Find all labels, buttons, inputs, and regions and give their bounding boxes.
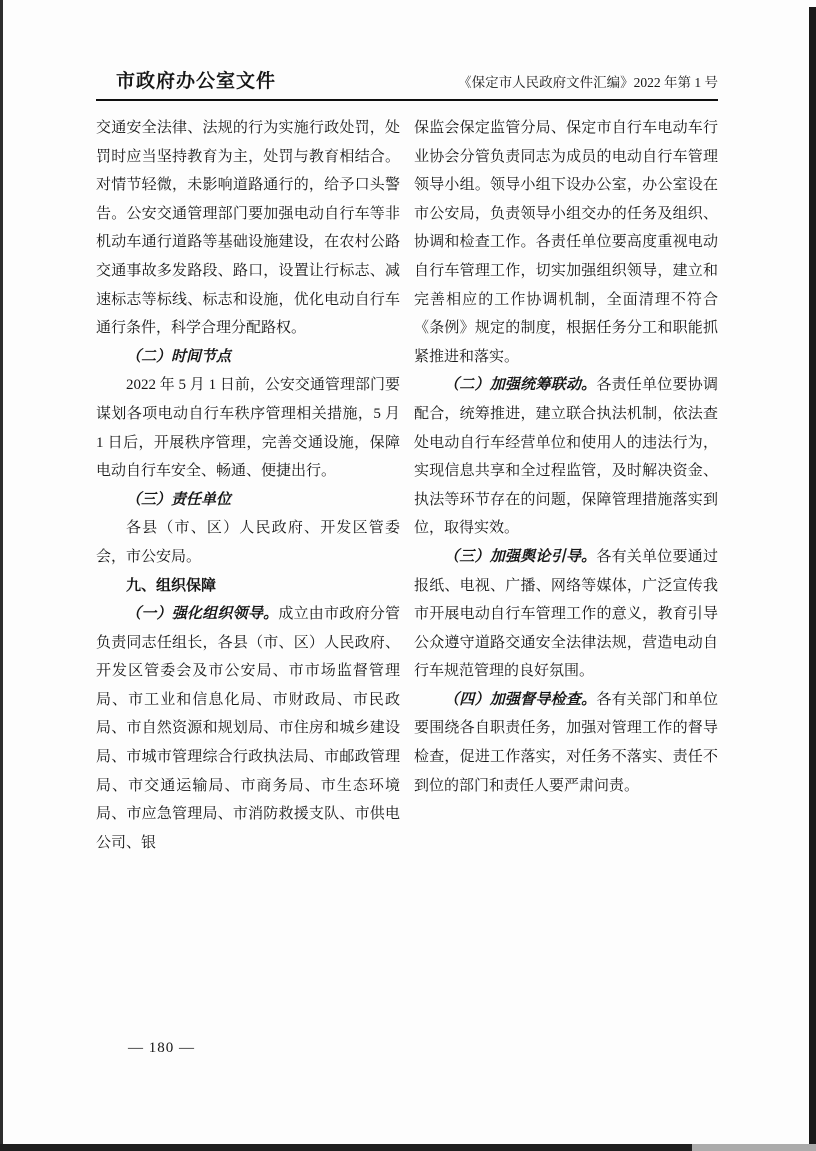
page-header	[96, 66, 718, 93]
scanned-document-page	[96, 66, 718, 857]
left-column	[96, 114, 400, 857]
body-paragraph	[96, 371, 400, 485]
body-paragraph	[96, 600, 400, 857]
body-paragraph	[96, 114, 400, 343]
header-rule	[96, 99, 718, 101]
paragraph-lead: （一）强化组织领导。	[126, 606, 279, 623]
paragraph-text: 保监会保定监管分局、保定市自行车电动车行业协会分管负责同志为成员的电动自行车管理领导小组。领导小组下设办公室，办公室设在市公安局，负责领导小组交办的任务及组织、协调和检查工作。各责任单位要高度重视电动自行车管理工作，切实加强组织领导，建立和完善相应的工作协调机制，全面清理不符合《条例》规定的制度，根据任务分工和职能抓紧推进和落实。	[414, 120, 718, 365]
page-footer	[128, 1039, 195, 1057]
paragraph-text: （三）责任单位	[126, 491, 232, 508]
paragraph-text: （二）时间节点	[126, 348, 232, 365]
compilation-issue-label: 《保定市人民政府文件汇编》2022 年第 1 号	[458, 75, 718, 90]
paragraph-text: 各有关部门和单位要围绕各自职责任务，加强对管理工作的督导检查，促进工作落实，对任务不落实、责任不到位的部门和责任人要严肃问责。	[414, 691, 718, 794]
paragraph-text: 各有关单位要通过报纸、电视、广播、网络等媒体，广泛宣传我市开展电动自行车管理工作的意义，教育引导公众遵守道路交通安全法律法规，营造电动自行车规范管理的良好氛围。	[414, 548, 718, 680]
scan-edge-bottom-right-shadow	[692, 1144, 816, 1151]
right-column	[414, 114, 718, 857]
paragraph-text: 成立由市政府分管负责同志任组长，各县（市、区）人民政府、开发区管委会及市公安局、市市场监督管理局、市工业和信息化局、市财政局、市民政局、市自然资源和规划局、市住房和城乡建设局、市城市管理综合行政执法局、市邮政管理局、市交通运输局、市商务局、市生态环境局、市应急管理局、市消防救援支队、市供电公司、银	[96, 606, 400, 851]
paragraph-lead: （四）加强督导检查。	[444, 691, 597, 708]
section-heading	[96, 572, 400, 601]
paragraph-text: 交通安全法律、法规的行为实施行政处罚，处罚时应当坚持教育为主，处罚与教育相结合。对情节轻微，未影响道路通行的，给予口头警告。公安交通管理部门要加强电动自行车等非机动车通行道路等基础设施建设，在农村公路交通事故多发路段、路口，设置让行标志、减速标志等标线、标志和设施，优化电动自行车通行条件，科学合理分配路权。	[96, 120, 400, 337]
paragraph-lead: （二）加强统筹联动。	[444, 377, 597, 394]
paragraph-text: 九、组织保障	[126, 576, 217, 594]
document-series-title: 市政府办公室文件	[116, 71, 277, 92]
two-column-body	[96, 114, 718, 857]
paragraph-text: 各县（市、区）人民政府、开发区管委会，市公安局。	[96, 520, 400, 565]
sub-heading	[96, 486, 400, 515]
paragraph-text: 2022 年 5 月 1 日前，公安交通管理部门要谋划各项电动自行车秩序管理相关措施，5 月 1 日后，开展秩序管理，完善交通设施，保障电动自行车安全、畅通、便捷出行。	[96, 377, 400, 480]
scan-edge-right	[809, 7, 816, 1145]
paragraph-text: 各责任单位要协调配合，统筹推进，建立联合执法机制，依法查处电动自行车经营单位和使用人的违法行为，实现信息共享和全过程监管，及时解决资金、执法等环节存在的问题，保障管理措施落实到位，取得实效。	[414, 377, 718, 537]
page-number: — 180 —	[128, 1040, 195, 1056]
paragraph-lead: （三）加强舆论引导。	[444, 548, 597, 565]
body-paragraph	[414, 543, 718, 686]
sub-heading	[96, 343, 400, 372]
body-paragraph	[414, 686, 718, 800]
body-paragraph	[414, 114, 718, 371]
scan-edge-bottom	[0, 1144, 692, 1151]
body-paragraph	[414, 371, 718, 543]
body-paragraph	[96, 514, 400, 571]
scan-edge-left	[0, 0, 3, 1151]
